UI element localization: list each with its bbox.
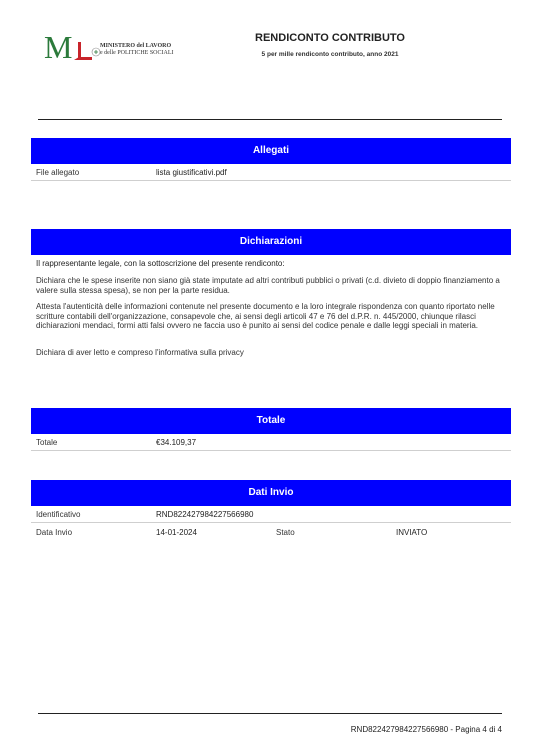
dichiarazioni-intro: Il rappresentante legale, con la sottoscrizione del presente rendiconto: (36, 259, 285, 268)
header-divider (38, 119, 502, 120)
file-allegato-value[interactable]: lista giustificativi.pdf (156, 168, 227, 177)
dichiarazioni-paragraph-2: Attesta l'autenticità delle informazioni contenute nel presente documento e la loro integrale rispondenza con quanto riportato nelle scritture contabili dell'organizzazione, consapevole che, ai sensi degli articoli 47 e 76 del d.P.R. n. 445/2000, chiunque rilasci dichiarazioni mendaci, formi atti falsi ovvero ne faccia uso è punito ai sensi del codice penale e dalle leggi speciali in materia. (36, 302, 495, 330)
footer-page-reference: RND822427984227566980 - Pagina 4 di 4 (350, 725, 502, 734)
identificativo-label: Identificativo (36, 510, 81, 519)
section-allegati-heading: Allegati (31, 138, 511, 164)
file-allegato-label: File allegato (36, 168, 80, 177)
ministry-name (100, 43, 174, 57)
stato-label: Stato (276, 528, 295, 537)
data-invio-value: 14-01-2024 (156, 528, 197, 537)
identificativo-value: RND822427984227566980 (156, 510, 254, 519)
row-divider (31, 180, 511, 181)
row-divider (31, 450, 511, 451)
section-totale-heading: Totale (31, 408, 511, 434)
row-divider (31, 522, 511, 523)
stato-value: INVIATO (396, 528, 428, 537)
dichiarazioni-paragraph-1: Dichiara che le spese inserite non siano già state imputate ad altri contributi pubblici o privati (c.d. divieto di doppio finanziamento a valere sulla stessa spesa), se non per la parte residua. (36, 276, 500, 295)
section-dichiarazioni-heading: Dichiarazioni (31, 229, 511, 255)
totale-value: €34.109,37 (156, 438, 197, 447)
section-dati-invio-heading: Dati Invio (31, 480, 511, 506)
ministry-name-line1: MINISTERO del LAVORO (100, 43, 172, 49)
document-title: RENDICONTO CONTRIBUTO (255, 32, 405, 44)
footer-divider (38, 713, 502, 714)
totale-label: Totale (36, 438, 58, 447)
document-subtitle: 5 per mille rendiconto contributo, anno 2021 (261, 51, 399, 58)
svg-text:M: M (44, 30, 73, 65)
dichiarazioni-paragraph-3: Dichiara di aver letto e compreso l'informativa sulla privacy (36, 348, 244, 357)
data-invio-label: Data Invio (36, 528, 73, 537)
ministry-name-line2: e delle POLITICHE SOCIALI (100, 50, 174, 56)
